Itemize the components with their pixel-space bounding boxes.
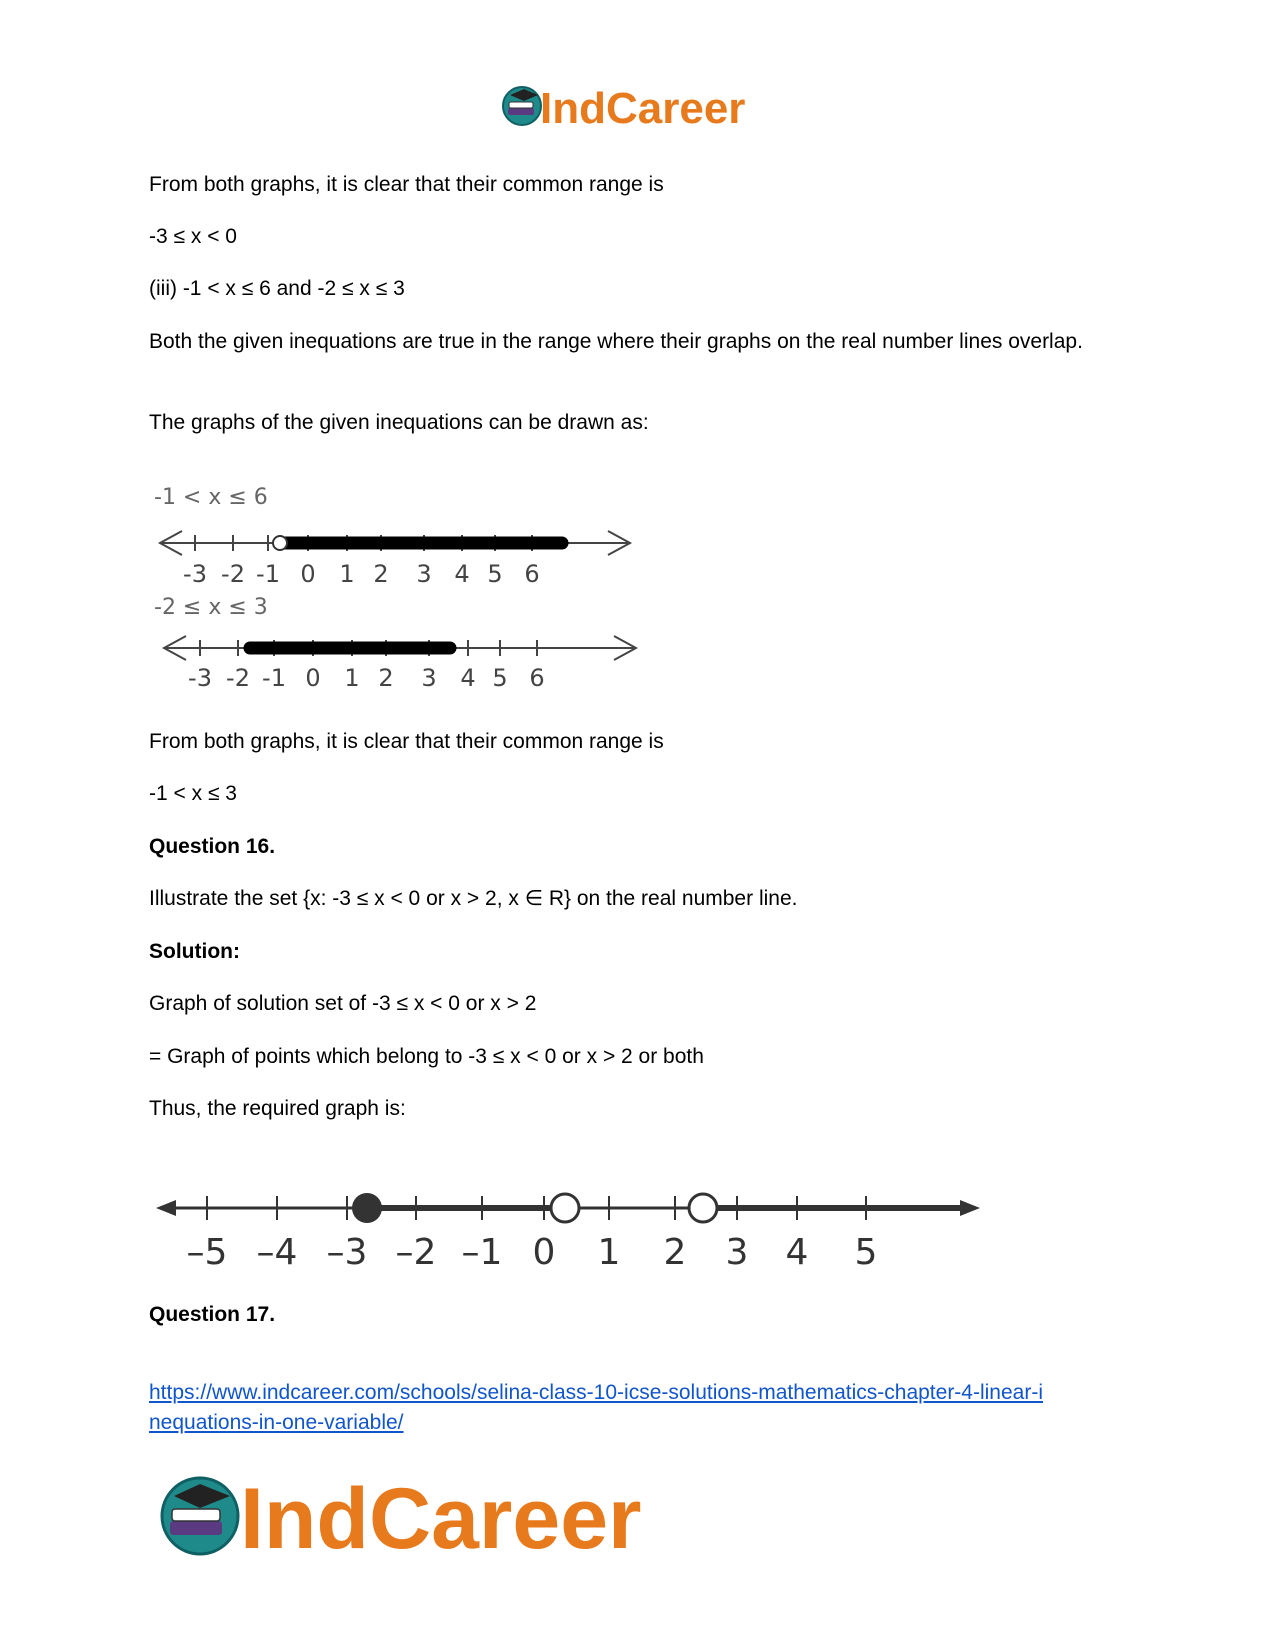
- tick-label: -3: [188, 664, 212, 692]
- text-range-result-1: -3 ≤ x < 0: [149, 225, 237, 248]
- label-inequation-1: -1 < x ≤ 6: [154, 485, 268, 510]
- text-common-range-2: From both graphs, it is clear that their common range is: [149, 730, 664, 753]
- label-inequation-2: -2 ≤ x ≤ 3: [154, 595, 268, 620]
- open-endpoint-2: [689, 1194, 717, 1222]
- solution-heading: Solution:: [149, 940, 240, 963]
- indcareer-logo-top: [500, 78, 790, 134]
- tick-label: 1: [344, 664, 360, 692]
- globe-book-icon: [503, 87, 541, 125]
- tick-label: 3: [421, 664, 437, 692]
- tick-label: 4: [454, 560, 470, 588]
- open-endpoint-minus-1: [273, 536, 287, 550]
- tick-label: -1: [256, 560, 280, 588]
- tick-label: 2: [663, 1232, 687, 1273]
- text-required-graph: Thus, the required graph is:: [149, 1097, 406, 1120]
- tick-label: 6: [524, 560, 540, 588]
- tick-label: 5: [492, 664, 508, 692]
- left-arrow-icon: [156, 1200, 176, 1216]
- tick-label: –3: [326, 1232, 368, 1273]
- number-line-1: [160, 531, 630, 588]
- text-graphs-drawn: The graphs of the given inequations can be drawn as:: [149, 411, 649, 434]
- text-range-result-2: -1 < x ≤ 3: [149, 782, 237, 805]
- tick-label: 5: [854, 1232, 878, 1273]
- indcareer-logo-bottom: [160, 1466, 700, 1564]
- tick-label: 6: [529, 664, 545, 692]
- tick-label: 1: [339, 560, 355, 588]
- tick-label: 2: [378, 664, 394, 692]
- tick-label: 0: [305, 664, 321, 692]
- logo-text-top: IndCareer: [540, 84, 746, 133]
- closed-endpoint-minus-3: [352, 1193, 382, 1223]
- tick-label: 3: [725, 1232, 749, 1273]
- globe-book-icon: [162, 1478, 238, 1554]
- tick-label: 4: [460, 664, 476, 692]
- logo-text-bottom: IndCareer: [240, 1471, 642, 1564]
- tick-label: 5: [487, 560, 503, 588]
- tick-label: –2: [395, 1232, 437, 1273]
- question-17-heading: Question 17.: [149, 1303, 276, 1326]
- tick-label: 4: [785, 1232, 809, 1273]
- text-graph-of-points: = Graph of points which belong to -3 ≤ x < 0 or x > 2 or both: [149, 1045, 704, 1068]
- number-line-2: [164, 636, 636, 692]
- question-16-heading: Question 16.: [149, 835, 276, 858]
- tick-label: 0: [300, 560, 316, 588]
- indcareer-url-link[interactable]: [149, 1378, 1129, 1438]
- tick-label: 1: [597, 1232, 621, 1273]
- tick-label: -2: [226, 664, 250, 692]
- tick-label: –4: [256, 1232, 298, 1273]
- text-part-iii: (iii) -1 < x ≤ 6 and -2 ≤ x ≤ 3: [149, 277, 405, 300]
- number-line-figure-2: [150, 1180, 990, 1280]
- url-line-1: https://www.indcareer.com/schools/selina-class-10-icse-solutions-mathematics-chapter-4-linear-i: [149, 1381, 1043, 1404]
- tick-label: –1: [461, 1232, 503, 1273]
- url-line-2: nequations-in-one-variable/: [149, 1411, 404, 1434]
- text-common-range-1: From both graphs, it is clear that their common range is: [149, 173, 664, 196]
- number-line-figure-1: [150, 478, 650, 700]
- tick-label: -2: [221, 560, 245, 588]
- tick-label: 3: [416, 560, 432, 588]
- tick-label: 0: [532, 1232, 556, 1273]
- question-16-text: Illustrate the set {x: -3 ≤ x < 0 or x > 2, x ∈ R} on the real number line.: [149, 887, 798, 910]
- tick-label: 2: [373, 560, 389, 588]
- open-endpoint-0: [551, 1194, 579, 1222]
- text-solution-set: Graph of solution set of -3 ≤ x < 0 or x > 2: [149, 992, 537, 1015]
- tick-label: -1: [262, 664, 286, 692]
- tick-label: -3: [183, 560, 207, 588]
- tick-label: –5: [186, 1232, 228, 1273]
- text-both-inequations: Both the given inequations are true in the range where their graphs on the real number lines overlap.: [149, 330, 1083, 353]
